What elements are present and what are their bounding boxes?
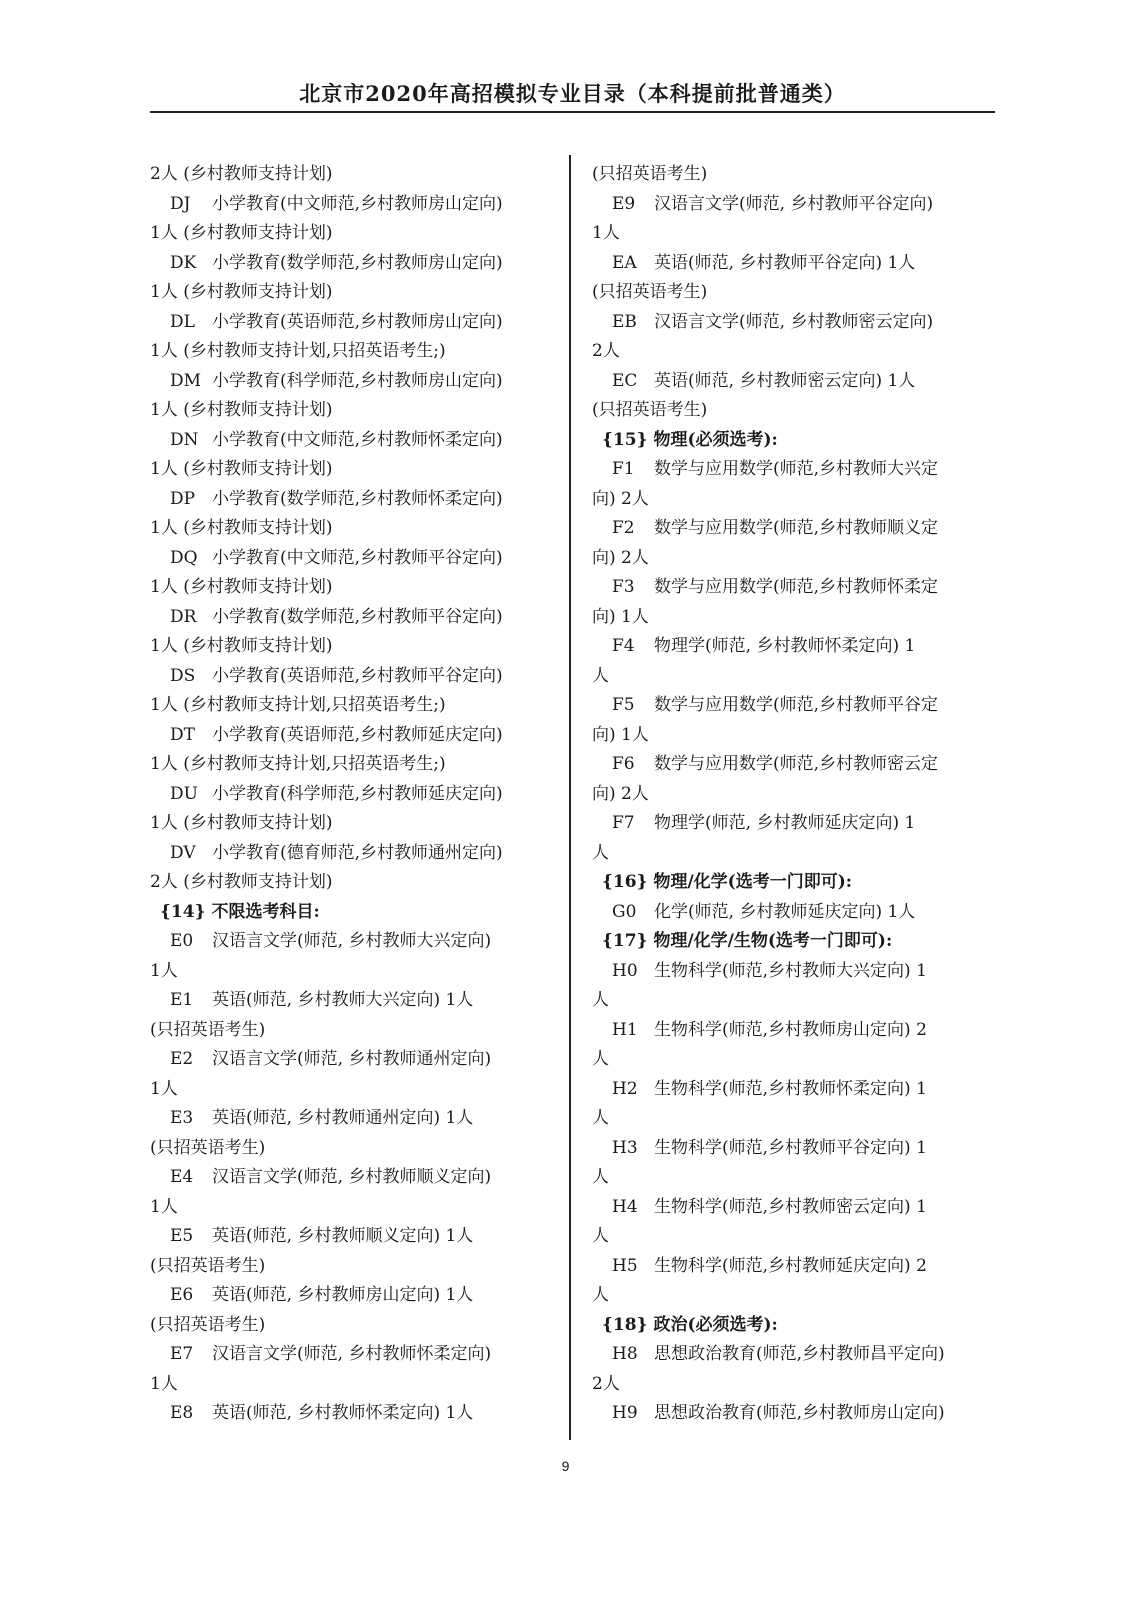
major-entry [592,1340,1002,1370]
entry-detail: 2人 (乡村教师支持计划) [150,872,333,892]
entry-detail: 2人 [592,341,620,361]
major-name: 英语(师范, 乡村教师密云定向) 1人 [654,370,916,391]
entry-detail: 1人 (乡村教师支持计划) [150,223,333,243]
major-name: 小学教育(英语师范,乡村教师延庆定向) [212,724,503,745]
major-name: 数学与应用数学(师范,乡村教师顺义定 [654,518,939,538]
major-name: 数学与应用数学(师范,乡村教师怀柔定 [654,577,939,597]
entry-detail: 人 [592,1226,609,1246]
major-name: 生物科学(师范,乡村教师平谷定向) 1 [654,1137,927,1158]
major-name: 小学教育(数学师范,乡村教师怀柔定向) [212,488,503,509]
entry-detail: (只招英语考生) [150,1314,266,1335]
major-code: EC [612,370,638,391]
major-entry [592,957,1002,987]
right-column [592,160,1002,1423]
entry-detail: 人 [592,1285,609,1305]
entry-detail: (只招英语考生) [592,400,708,420]
major-entry [150,1045,560,1075]
major-code: DP [170,488,196,509]
section-heading: {16} 物理/化学(选考一门即可): [602,872,853,892]
major-entry [592,1193,1002,1223]
major-name: 生物科学(师范,乡村教师延庆定向) 2 [654,1255,927,1276]
section-heading: {15} 物理(必须选考): [602,429,778,450]
major-code: DT [170,724,195,745]
major-entry [150,308,560,338]
major-entry [592,249,1002,279]
entry-detail: 人 [592,1167,609,1187]
major-code: EB [612,311,637,332]
entry-detail: 人 [592,990,609,1010]
header-rule [150,111,995,113]
major-name: 数学与应用数学(师范,乡村教师大兴定 [654,459,939,479]
major-entry [592,1134,1002,1164]
major-entry [592,190,1002,220]
major-name: 汉语言文学(师范, 乡村教师怀柔定向) [212,1344,492,1364]
major-name: 汉语言文学(师范, 乡村教师密云定向) [654,311,934,332]
major-name: 思想政治教育(师范,乡村教师昌平定向) [654,1344,945,1364]
major-entry [150,1222,560,1252]
major-entry [592,455,1002,485]
entry-detail: 人 [592,665,609,686]
major-code: H9 [612,1403,638,1423]
major-entry [592,1075,1002,1105]
major-entry [150,1281,560,1311]
entry-detail: 1人 (乡村教师支持计划) [150,577,333,597]
major-entry [592,573,1002,603]
major-name: 小学教育(科学师范,乡村教师房山定向) [212,370,503,391]
major-name: 英语(师范, 乡村教师通州定向) 1人 [212,1108,474,1128]
major-entry [150,986,560,1016]
major-name: 思想政治教育(师范,乡村教师房山定向) [654,1403,945,1423]
major-entry [592,691,1002,721]
major-entry [592,632,1002,662]
major-name: 小学教育(中文师范,乡村教师平谷定向) [212,547,503,568]
major-entry [150,839,560,869]
major-code: DN [170,429,199,450]
major-code: EA [612,252,637,273]
major-code: E4 [170,1167,194,1187]
major-entry [592,809,1002,839]
major-name: 小学教育(英语师范,乡村教师房山定向) [212,311,503,332]
entry-detail: 1人 [150,1078,178,1099]
entry-detail: 人 [592,1108,609,1128]
entry-detail: 1人 [150,1373,178,1394]
major-entry [150,544,560,574]
entry-detail: (只招英语考生) [150,1255,266,1276]
major-name: 汉语言文学(师范, 乡村教师通州定向) [212,1049,492,1069]
major-entry [150,780,560,810]
section-heading: {18} 政治(必须选考): [602,1314,778,1335]
entry-detail: 向) 2人 [592,488,649,509]
major-code: H2 [612,1078,638,1099]
major-entry [150,485,560,515]
entry-detail: 2人 [592,1373,620,1394]
entry-detail: 1人 (乡村教师支持计划) [150,636,333,656]
entry-detail: 1人 [150,960,178,981]
major-name: 汉语言文学(师范, 乡村教师大兴定向) [212,931,492,951]
section-heading: {14} 不限选考科目: [160,901,320,922]
entry-detail: 1人 (乡村教师支持计划,只招英语考生;) [150,341,446,361]
major-code: E8 [170,1403,194,1423]
major-entry [592,750,1002,780]
major-name: 英语(师范, 乡村教师怀柔定向) 1人 [212,1403,474,1423]
major-code: DR [170,606,197,627]
entry-detail: (只招英语考生) [592,282,708,302]
major-name: 数学与应用数学(师范,乡村教师平谷定 [654,695,939,715]
major-name: 小学教育(中文师范,乡村教师怀柔定向) [212,429,503,450]
entry-detail: 1人 (乡村教师支持计划) [150,518,333,538]
major-name: 汉语言文学(师范, 乡村教师平谷定向) [654,193,934,214]
major-name: 英语(师范, 乡村教师房山定向) 1人 [212,1285,474,1305]
major-entry [150,1104,560,1134]
major-name: 生物科学(师范,乡村教师房山定向) 2 [654,1019,927,1040]
major-code: F4 [612,636,635,656]
major-name: 小学教育(数学师范,乡村教师平谷定向) [212,606,503,627]
major-code: H3 [612,1137,638,1158]
major-name: 小学教育(中文师范,乡村教师房山定向) [212,193,503,214]
column-divider [569,155,571,1440]
major-code: DJ [170,193,191,214]
major-code: G0 [612,901,637,922]
major-code: H5 [612,1255,638,1276]
major-name: 小学教育(英语师范,乡村教师平谷定向) [212,665,503,686]
entry-detail: 向) 1人 [592,724,649,745]
section-heading: {17} 物理/化学/生物(选考一门即可): [602,931,893,951]
major-code: E3 [170,1108,194,1128]
major-entry [592,1016,1002,1046]
major-code: E6 [170,1285,194,1305]
major-name: 小学教育(数学师范,乡村教师房山定向) [212,252,503,273]
major-code: E9 [612,193,636,214]
major-code: E7 [170,1344,194,1364]
major-entry [150,662,560,692]
entry-detail: 2人 (乡村教师支持计划) [150,164,333,184]
major-entry [592,898,1002,928]
entry-detail: 人 [592,1049,609,1069]
major-entry [150,249,560,279]
major-entry [150,1163,560,1193]
major-code: E5 [170,1226,194,1246]
entry-detail: 1人 (乡村教师支持计划) [150,813,333,833]
major-entry [150,190,560,220]
major-entry [150,721,560,751]
major-name: 英语(师范, 乡村教师大兴定向) 1人 [212,990,474,1010]
major-code: DU [170,783,198,804]
major-code: DQ [170,547,198,568]
major-code: F2 [612,518,635,538]
major-code: H8 [612,1344,638,1364]
major-code: F6 [612,754,635,774]
major-name: 生物科学(师范,乡村教师大兴定向) 1 [654,960,927,981]
major-name: 英语(师范, 乡村教师平谷定向) 1人 [654,252,916,273]
major-entry [150,1399,560,1429]
entry-detail: 1人 (乡村教师支持计划,只招英语考生;) [150,695,446,715]
entry-detail: 向) 2人 [592,783,649,804]
major-name: 物理学(师范, 乡村教师延庆定向) 1 [654,813,916,833]
major-entry [592,514,1002,544]
entry-detail: 1人 [150,1196,178,1217]
major-code: DV [170,842,196,863]
entry-detail: 1人 [592,223,620,243]
major-code: DL [170,311,195,332]
major-name: 汉语言文学(师范, 乡村教师顺义定向) [212,1167,492,1187]
major-code: DK [170,252,197,273]
major-name: 小学教育(科学师范,乡村教师延庆定向) [212,783,503,804]
major-entry [150,426,560,456]
major-code: F3 [612,577,635,597]
major-entry [592,1252,1002,1282]
page-title: 北京市2020年高招模拟专业目录（本科提前批普通类） [299,81,846,106]
major-code: E2 [170,1049,194,1069]
major-code: F5 [612,695,635,715]
major-code: H1 [612,1019,638,1040]
entry-detail: 向) 2人 [592,547,649,568]
major-code: E1 [170,990,194,1010]
major-code: H0 [612,960,638,981]
major-entry [592,367,1002,397]
major-name: 数学与应用数学(师范,乡村教师密云定 [654,754,939,774]
major-code: F7 [612,813,635,833]
major-name: 化学(师范, 乡村教师延庆定向) 1人 [654,901,916,922]
major-code: E0 [170,931,194,951]
major-name: 生物科学(师范,乡村教师密云定向) 1 [654,1196,927,1217]
major-name: 物理学(师范, 乡村教师怀柔定向) 1 [654,636,916,656]
page-number: 9 [561,1458,570,1474]
major-code: DM [170,370,202,391]
major-code: DS [170,665,196,686]
entry-detail: 1人 (乡村教师支持计划,只招英语考生;) [150,754,446,774]
major-entry [150,1340,560,1370]
major-name: 生物科学(师范,乡村教师怀柔定向) 1 [654,1078,927,1099]
left-column [150,160,560,1423]
major-name: 小学教育(德育师范,乡村教师通州定向) [212,842,503,863]
entry-detail: (只招英语考生) [150,1137,266,1158]
major-name: 英语(师范, 乡村教师顺义定向) 1人 [212,1226,474,1246]
major-code: H4 [612,1196,638,1217]
major-code: F1 [612,459,635,479]
entry-detail: (只招英语考生) [592,164,708,184]
entry-detail: 人 [592,842,609,863]
entry-detail: 1人 (乡村教师支持计划) [150,459,333,479]
major-entry [150,603,560,633]
major-entry [150,367,560,397]
major-entry [592,308,1002,338]
entry-detail: 1人 (乡村教师支持计划) [150,282,333,302]
major-entry [150,927,560,957]
entry-detail: 1人 (乡村教师支持计划) [150,400,333,420]
entry-detail: (只招英语考生) [150,1019,266,1040]
entry-detail: 向) 1人 [592,606,649,627]
major-entry [592,1399,1002,1429]
